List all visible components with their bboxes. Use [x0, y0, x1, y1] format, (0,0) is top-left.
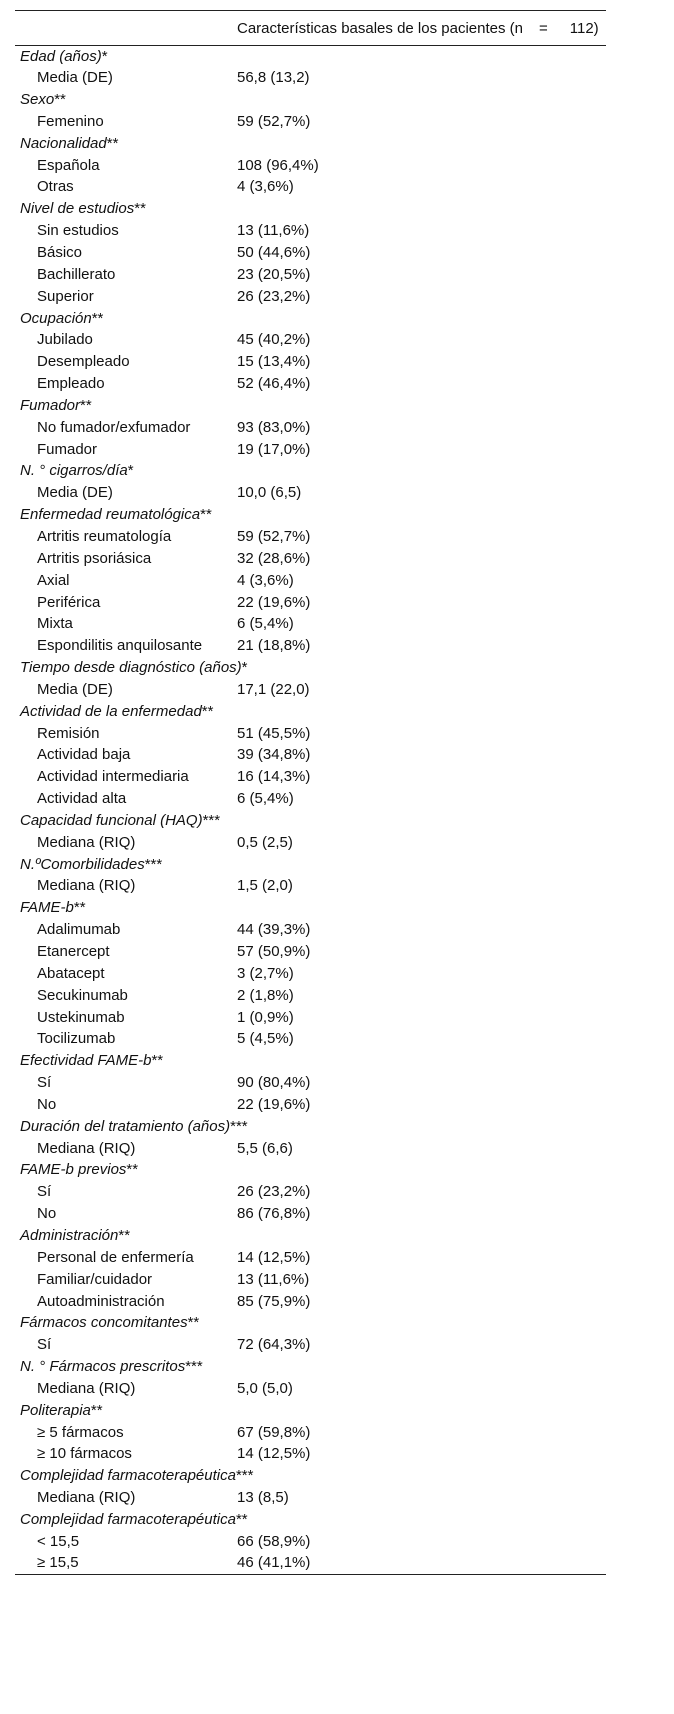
row-label: Mediana (RIQ) [37, 1489, 136, 1507]
section-title: Efectividad FAME-b [20, 1052, 152, 1070]
row-value: 15 (13,4%) [237, 353, 311, 371]
row-label: Actividad baja [37, 746, 131, 764]
row-value: 50 (44,6%) [237, 244, 311, 262]
row-label: Otras [37, 178, 74, 196]
section-row [15, 133, 606, 155]
row-label: Media (DE) [37, 484, 113, 502]
table-row [15, 439, 606, 461]
table-row [15, 1422, 606, 1444]
table-row [15, 1138, 606, 1160]
table-row [15, 1378, 606, 1400]
row-label: Mediana (RIQ) [37, 833, 136, 851]
section-footnote-mark: ** [73, 899, 86, 917]
row-label: Remisión [37, 724, 100, 742]
table-row [15, 220, 606, 242]
section-title-cell [15, 810, 606, 832]
section-title-cell [15, 854, 606, 876]
row-value: 93 (83,0%) [237, 418, 311, 436]
table-row [15, 548, 606, 570]
section-footnote-mark: *** [230, 1117, 248, 1135]
row-label: No [37, 1205, 57, 1223]
row-value: 5 (4,5%) [237, 1030, 294, 1048]
row-value: 26 (23,2%) [237, 287, 311, 305]
section-title: Nacionalidad [20, 134, 107, 152]
section-title: Ocupación [20, 309, 92, 327]
table-row [15, 67, 606, 89]
row-label: Periférica [37, 593, 101, 611]
table-row [15, 723, 606, 745]
row-label: Mixta [37, 615, 73, 633]
section-title-cell [15, 1116, 606, 1138]
section-title: Sexo [20, 91, 55, 109]
table-row [15, 1487, 606, 1509]
row-label: Tocilizumab [37, 1030, 116, 1048]
table-row [15, 1291, 606, 1313]
row-label: Básico [37, 244, 83, 262]
table-row [15, 242, 606, 264]
section-row [15, 657, 606, 679]
section-footnote-mark: * [101, 47, 108, 65]
section-title-cell [15, 395, 606, 417]
section-title-cell [15, 308, 606, 330]
row-label: Actividad alta [37, 790, 127, 808]
row-label: Autoadministración [37, 1292, 165, 1310]
table-row [15, 1553, 606, 1575]
row-value: 21 (18,8%) [237, 637, 311, 655]
section-title-cell [15, 504, 606, 526]
table-row [15, 111, 606, 133]
row-value: 23 (20,5%) [237, 265, 311, 283]
table-row [15, 613, 606, 635]
section-title-cell [15, 1465, 606, 1487]
section-title: N.ºComorbilidades [20, 855, 145, 873]
table-row [15, 1203, 606, 1225]
section-title-cell [15, 897, 606, 919]
section-row [15, 1050, 606, 1072]
section-footnote-mark: ** [54, 91, 66, 109]
section-footnote-mark: ** [151, 1052, 164, 1070]
table-row [15, 985, 606, 1007]
row-value: 1,5 (2,0) [237, 877, 293, 895]
section-footnote-mark: ** [106, 134, 119, 152]
row-value: 51 (45,5%) [237, 724, 311, 742]
row-label: Mediana (RIQ) [37, 1379, 136, 1397]
table-row [15, 177, 606, 199]
row-value: 108 (96,4%) [237, 156, 319, 174]
row-label: Personal de enfermería [37, 1248, 194, 1266]
row-value: 5,5 (6,6) [237, 1139, 293, 1157]
table-row [15, 482, 606, 504]
row-value: 26 (23,2%) [237, 1183, 311, 1201]
section-title: Tiempo desde diagnóstico (años) [20, 659, 242, 677]
row-label: Media (DE) [37, 69, 113, 87]
section-footnote-mark: *** [202, 811, 221, 829]
row-value: 2 (1,8%) [237, 986, 294, 1004]
section-title-cell [15, 701, 606, 723]
row-label: Sin estudios [37, 222, 119, 240]
section-row [15, 1312, 606, 1334]
table-row [15, 963, 606, 985]
section-title-cell [15, 1509, 606, 1531]
table-row [15, 1181, 606, 1203]
row-value: 57 (50,9%) [237, 943, 311, 961]
row-label: Artritis reumatología [37, 527, 172, 545]
table-row [15, 679, 606, 701]
row-value: 16 (14,3%) [237, 768, 311, 786]
section-title-cell [15, 1356, 606, 1378]
row-label: Familiar/cuidador [37, 1270, 153, 1288]
header-n-value: 112) [569, 19, 599, 37]
row-value: 56,8 (13,2) [237, 69, 310, 87]
row-value: 22 (19,6%) [237, 593, 311, 611]
row-label: Sí [37, 1074, 52, 1092]
row-label: Empleado [37, 375, 105, 393]
section-footnote-mark: ** [118, 1226, 131, 1244]
row-value: 13 (8,5) [237, 1489, 289, 1507]
row-label: Etanercept [37, 943, 110, 961]
section-title-cell [15, 1160, 606, 1182]
section-footnote-mark: ** [134, 200, 146, 218]
section-footnote-mark: ** [235, 1510, 248, 1528]
row-label: Abatacept [37, 964, 105, 982]
section-footnote-mark: * [127, 462, 134, 480]
section-row [15, 1465, 606, 1487]
row-value: 67 (59,8%) [237, 1423, 311, 1441]
section-row [15, 461, 606, 483]
table-row [15, 766, 606, 788]
row-value: 85 (75,9%) [237, 1292, 311, 1310]
row-label: No [37, 1095, 57, 1113]
row-label: Sí [37, 1336, 52, 1354]
row-value: 4 (3,6%) [237, 178, 294, 196]
header-characteristics-cell [237, 11, 606, 46]
row-label: Actividad intermediaria [37, 768, 189, 786]
section-title-cell [15, 1225, 606, 1247]
table-row [15, 876, 606, 898]
section-title-cell [15, 1400, 606, 1422]
row-value: 72 (64,3%) [237, 1336, 311, 1354]
section-title: FAME-b previos [20, 1161, 127, 1179]
section-title: Politerapia [20, 1401, 91, 1419]
header-equals: = [538, 19, 548, 37]
section-title: Fumador [20, 396, 81, 414]
section-row [15, 854, 606, 876]
row-label: Desempleado [37, 353, 130, 371]
section-row [15, 1509, 606, 1531]
table-row [15, 373, 606, 395]
section-row [15, 701, 606, 723]
table-row [15, 788, 606, 810]
table-row [15, 745, 606, 767]
row-value: 10,0 (6,5) [237, 484, 302, 502]
section-title-cell [15, 461, 606, 483]
header-title: Características basales de los pacientes (n [237, 19, 523, 37]
table-row [15, 1072, 606, 1094]
section-title: FAME-b [20, 899, 74, 917]
section-title: Duración del tratamiento (años) [20, 1117, 231, 1135]
table-header [15, 11, 606, 46]
table-row [15, 941, 606, 963]
section-row [15, 504, 606, 526]
section-title: Complejidad farmacoterapéutica [20, 1510, 236, 1528]
section-title-cell [15, 133, 606, 155]
table-row [15, 832, 606, 854]
table-row [15, 286, 606, 308]
table-row [15, 526, 606, 548]
row-value: 0,5 (2,5) [237, 833, 293, 851]
header-empty-cell [15, 11, 237, 46]
table-row [15, 1334, 606, 1356]
table-row [15, 635, 606, 657]
table-row [15, 1531, 606, 1553]
table-row [15, 264, 606, 286]
row-value: 3 (2,7%) [237, 964, 294, 982]
section-title: Actividad de la enfermedad [20, 702, 202, 720]
row-label: Espondilitis anquilosante [37, 637, 203, 655]
row-value: 32 (28,6%) [237, 549, 311, 567]
section-title: N. ° cigarros/día [20, 462, 128, 480]
section-title-cell [15, 1312, 606, 1334]
row-value: 59 (52,7%) [237, 527, 311, 545]
row-value: 19 (17,0%) [237, 440, 311, 458]
row-label: Media (DE) [37, 680, 113, 698]
table-row [15, 1444, 606, 1466]
section-title-cell [15, 657, 606, 679]
row-value: 14 (12,5%) [237, 1445, 311, 1463]
section-title-cell [15, 46, 606, 68]
section-row [15, 89, 606, 111]
section-footnote-mark: ** [200, 506, 212, 524]
row-label: Artritis psoriásica [37, 549, 152, 567]
row-value: 44 (39,3%) [237, 921, 311, 939]
table-row [15, 1269, 606, 1291]
row-value: 59 (52,7%) [237, 112, 311, 130]
header-row [15, 11, 606, 46]
row-value: 13 (11,6%) [237, 222, 310, 240]
section-row [15, 1116, 606, 1138]
section-title: Administración [20, 1226, 119, 1244]
row-value: 39 (34,8%) [237, 746, 311, 764]
row-label: Ustekinumab [37, 1008, 125, 1026]
section-footnote-mark: ** [80, 396, 92, 414]
section-title: N. ° Fármacos prescritos [20, 1358, 186, 1376]
patient-characteristics-table [15, 10, 606, 1575]
row-value: 14 (12,5%) [237, 1248, 311, 1266]
row-value: 22 (19,6%) [237, 1095, 311, 1113]
section-footnote-mark: *** [185, 1358, 203, 1376]
table-row [15, 329, 606, 351]
section-title: Nivel de estudios [20, 200, 135, 218]
section-footnote-mark: *** [235, 1467, 254, 1485]
section-row [15, 308, 606, 330]
row-value: 6 (5,4%) [237, 615, 294, 633]
row-label: Adalimumab [37, 921, 121, 939]
row-value: 46 (41,1%) [237, 1553, 606, 1575]
section-footnote-mark: ** [201, 702, 214, 720]
table-row [15, 919, 606, 941]
section-footnote-mark: * [241, 659, 248, 677]
row-value: 90 (80,4%) [237, 1074, 311, 1092]
row-value: 6 (5,4%) [237, 790, 294, 808]
table-row [15, 1028, 606, 1050]
row-label: ≥ 10 fármacos [37, 1445, 132, 1463]
row-label: No fumador/exfumador [37, 418, 191, 436]
section-row [15, 395, 606, 417]
row-label: Femenino [37, 112, 104, 130]
characteristics-table-wrapper [15, 10, 606, 1575]
row-label: ≥ 15,5 [15, 1553, 237, 1575]
row-label: Española [37, 156, 100, 174]
table-row [15, 351, 606, 373]
row-value: 86 (76,8%) [237, 1205, 311, 1223]
section-row [15, 1400, 606, 1422]
section-footnote-mark: ** [126, 1161, 139, 1179]
row-value: 4 (3,6%) [237, 571, 294, 589]
row-label: Axial [37, 571, 70, 589]
section-title: Complejidad farmacoterapéutica [20, 1467, 236, 1485]
section-row [15, 1160, 606, 1182]
section-footnote-mark: ** [187, 1314, 200, 1332]
section-title: Fármacos concomitantes [20, 1314, 188, 1332]
row-label: Bachillerato [37, 265, 116, 283]
section-footnote-mark: *** [144, 855, 163, 873]
table-row [15, 570, 606, 592]
section-row [15, 810, 606, 832]
section-title: Edad (años) [20, 47, 102, 65]
row-label: < 15,5 [37, 1532, 80, 1550]
section-row [15, 198, 606, 220]
section-footnote-mark: ** [91, 309, 104, 327]
table-row [15, 1094, 606, 1116]
row-value: 45 (40,2%) [237, 331, 311, 349]
row-value: 1 (0,9%) [237, 1008, 294, 1026]
section-row [15, 1225, 606, 1247]
section-footnote-mark: ** [90, 1401, 103, 1419]
row-label: Secukinumab [37, 986, 128, 1004]
row-label: Mediana (RIQ) [37, 1139, 136, 1157]
section-title: Enfermedad reumatológica [20, 506, 201, 524]
row-value: 17,1 (22,0) [237, 680, 310, 698]
section-title-cell [15, 89, 606, 111]
section-title-cell [15, 1050, 606, 1072]
row-label: Mediana (RIQ) [37, 877, 136, 895]
section-row [15, 897, 606, 919]
row-label: Sí [37, 1183, 52, 1201]
table-row [15, 1247, 606, 1269]
row-label: Superior [37, 287, 94, 305]
row-value: 66 (58,9%) [237, 1532, 311, 1550]
row-label: ≥ 5 fármacos [37, 1423, 124, 1441]
section-row [15, 46, 606, 68]
row-value: 52 (46,4%) [237, 375, 311, 393]
table-row [15, 155, 606, 177]
row-label: Jubilado [37, 331, 93, 349]
section-title-cell [15, 198, 606, 220]
section-title: Capacidad funcional (HAQ) [20, 811, 203, 829]
table-row [15, 592, 606, 614]
row-label: Fumador [37, 440, 98, 458]
table-row [15, 417, 606, 439]
table-body [15, 46, 606, 1575]
row-value: 13 (11,6%) [237, 1270, 310, 1288]
table-row [15, 1007, 606, 1029]
row-value: 5,0 (5,0) [237, 1379, 293, 1397]
section-row [15, 1356, 606, 1378]
